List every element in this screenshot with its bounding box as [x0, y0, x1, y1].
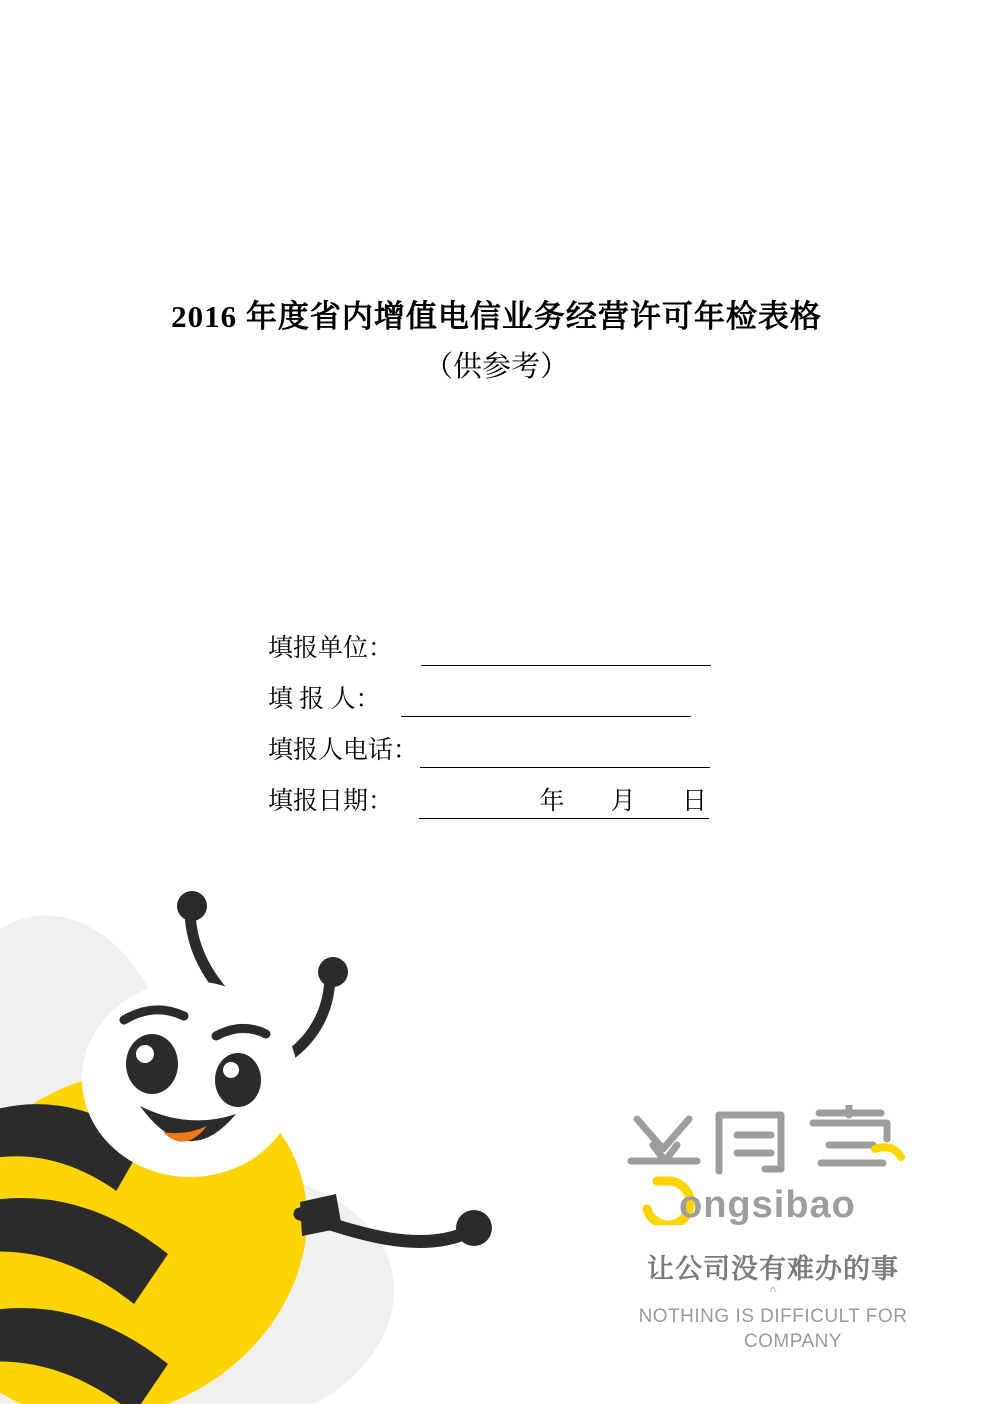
brand-logo-block [613, 1105, 933, 1354]
label-reporter-phone: 填报人电话： [268, 737, 419, 764]
input-reporter-phone[interactable] [420, 737, 710, 768]
gongsibao-logo-icon [623, 1105, 923, 1225]
date-unit-group [419, 787, 709, 817]
label-reporter: 填 报 人： [268, 686, 381, 713]
label-reporting-unit: 填报单位： [268, 635, 394, 662]
page-title: 2016 年度省内增值电信业务经营许可年检表格 [171, 299, 822, 334]
field-row-reporter-phone [268, 720, 788, 768]
slogan-english-line1: NOTHING IS DIFFICULT FOR [638, 1306, 908, 1327]
label-report-date: 填报日期： [268, 788, 394, 815]
form-fields [268, 618, 788, 822]
page-subtitle: （供参考） [423, 351, 569, 383]
input-reporter[interactable] [401, 686, 691, 717]
date-unit-year: 年 [539, 788, 565, 815]
field-row-date [268, 771, 788, 819]
bee-mascot-illustration [0, 884, 560, 1404]
field-row-reporter [268, 669, 788, 717]
slogan-caret: ^ [769, 1284, 777, 1301]
input-reporting-unit[interactable] [421, 635, 711, 666]
slogan-english-line2: COMPANY [743, 1331, 843, 1352]
slogan-english [613, 1304, 933, 1354]
bee-icon [0, 884, 560, 1404]
date-unit-month: 月 [610, 788, 636, 815]
svg-text:ongsibao: ongsibao [679, 1184, 856, 1225]
title-block [0, 295, 993, 389]
field-row-unit [268, 618, 788, 666]
slogan-chinese: 让公司没有难办的事 [647, 1254, 899, 1284]
date-unit-day: 日 [682, 788, 708, 815]
input-report-date[interactable] [419, 788, 709, 819]
